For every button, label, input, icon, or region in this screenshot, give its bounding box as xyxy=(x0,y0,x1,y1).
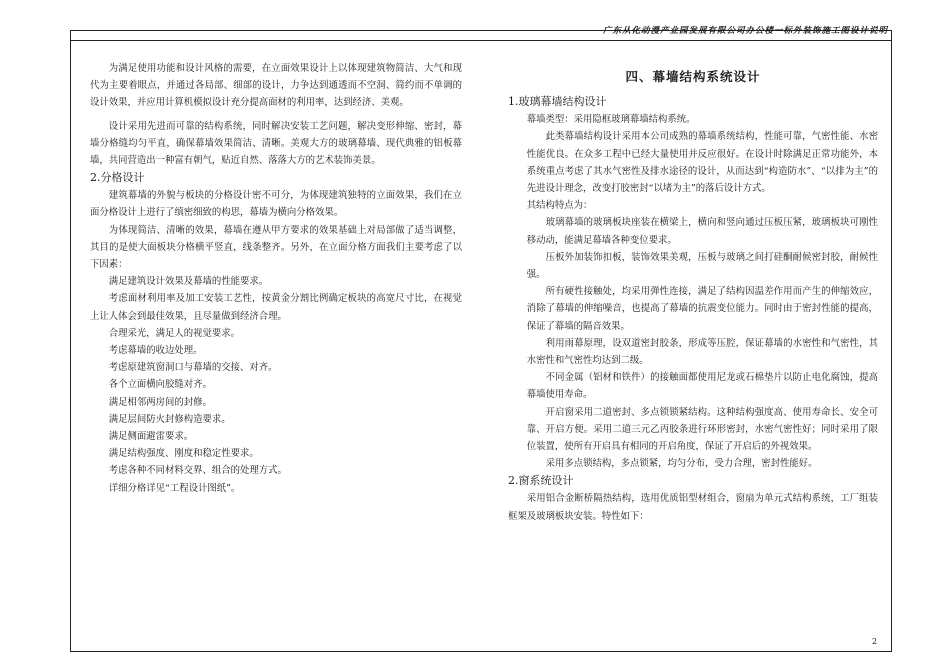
list-item: 满足层间防火封修构造要求。 xyxy=(108,413,231,425)
list-item: 考虑幕墙的收边处理。 xyxy=(108,345,203,357)
list-item: 各个立面横向胶缝对齐。 xyxy=(108,379,212,391)
list-item: 考虑各种不同材料交界、组合的处理方式。 xyxy=(108,465,287,477)
paragraph: 设计采用先进而可靠的结构系统，同时解决安装工艺问题，解决变形伸缩、密封，幕墙分格缝均匀平直，确保幕墙效果简洁、清晰。美观大方的玻璃幕墙、现代典雅的铝板幕墙，共同营造出一种富有朝气，贴近自然、落落大方的艺术装饰美景。 xyxy=(90,120,462,167)
left-column xyxy=(90,60,462,497)
header-rule xyxy=(70,40,892,41)
paragraph: 采用铝合金断桥隔热结构，选用优质铝型材组合，窗扇为单元式结构系统，工厂组装框架及玻璃板块安装。特性如下： xyxy=(508,493,878,522)
list-item: 满足建筑设计效果及幕墙的性能要求。 xyxy=(108,276,269,288)
list-item: 考虑原建筑窗洞口与幕墙的交接、对齐。 xyxy=(108,362,278,374)
section-heading: 2.分格设计 xyxy=(90,171,145,185)
page-number: 2 xyxy=(872,637,878,646)
header-title: 广东从化动漫产业园发展有限公司办公楼一标外装饰施工图设计说明 xyxy=(602,26,888,36)
paragraph: 此类幕墙结构设计采用本公司成熟的幕墙系统结构，性能可靠，气密性能、水密性能优良。在众多工程中已经大量使用并反应很好。在设计时除满足正常功能外，本系统重点考虑了其水气密性及排水途径的设计，从而达到“构造防水”、“以排为主”的先进设计理念，改变打胶密封“以堵为主”的落后设计方式。 xyxy=(526,131,878,195)
list-item: 合理采光，满足人的视觉要求。 xyxy=(108,327,241,339)
list-item: 不同金属（铝材和铁件）的接触面都使用尼龙或石棉垫片以防止电化腐蚀，提高幕墙使用寿命。 xyxy=(526,372,878,401)
list-item: 考虑面材利用率及加工安装工艺性，按黄金分割比例确定板块的高宽尺寸比，在视觉上让人体会到最佳效果，且尽量做到经济合理。 xyxy=(90,293,462,322)
paragraph: 为满足使用功能和设计风格的需要，在立面效果设计上以体现建筑物简洁、大气和现代为主要着眼点，并通过各局部、细部的设计，力争达到通透而不空洞、简约而不单调的设计效果，并应用计算机模拟设计充分提高面材的利用率，达到经济、美观。 xyxy=(90,63,462,109)
paragraph: 幕墙类型：采用隐框玻璃幕墙结构系统。 xyxy=(526,114,696,126)
paragraph: 建筑幕墙的外貌与板块的分格设计密不可分，为体现建筑独特的立面效果，我们在立面分格设计上进行了缜密细致的构思，幕墙为横向分格效果。 xyxy=(90,190,462,219)
list-item: 满足相邻两房间的封修。 xyxy=(108,396,212,408)
indented-block xyxy=(508,128,878,197)
list-item: 开启窗采用二道密封、多点锁锁紧结构。这种结构强度高、使用寿命长、安全可靠、开启方便。采用二道三元乙丙胶条进行环形密封，水密气密性好；同时采用了限位装置，使所有开启具有相同的开启角度，保证了开启后的外视效果。 xyxy=(526,406,878,453)
section-heading: 1.玻璃幕墙结构设计 xyxy=(508,95,607,109)
list-item: 详细分格详见“工程设计图纸”。 xyxy=(108,482,241,494)
right-column xyxy=(508,60,878,525)
list-item: 满足结构强度、刚度和稳定性要求。 xyxy=(108,448,259,460)
list-item: 满足侧面避雷要求。 xyxy=(108,431,194,443)
list-item: 所有硬性接触处，均采用弹性连接，满足了结构因温差作用而产生的伸缩效应，消除了幕墙的伸缩噪音，也提高了幕墙的抗震变位能力。同时由于密封性能的提高，保证了幕墙的隔音效果。 xyxy=(526,286,878,332)
features-list xyxy=(508,214,878,472)
paragraph: 其结构特点为： xyxy=(526,200,593,212)
list-item: 采用多点锁结构，多点锁紧，均匀分布，受力合理，密封性能好。 xyxy=(545,458,818,470)
list-item: 压板外加装饰扣板，装饰效果美观，压板与玻璃之间打硅酮耐候密封胶，耐候性强。 xyxy=(526,251,878,281)
list-item: 玻璃幕墙的玻璃板块座装在横梁上，横向和竖向通过压板压紧，玻璃板块可刚性移动动，能满足幕墙各种变位要求。 xyxy=(526,217,878,246)
section-heading: 2.窗系统设计 xyxy=(508,474,574,488)
chapter-title: 四、幕墙结构系统设计 xyxy=(625,69,761,84)
paragraph: 为体现简洁、清晰的效果，幕墙在遵从甲方要求的效果基础上对局部做了适当调整，其目的是使大面板块分格横平竖直，线条整齐。另外，在立面分格方面我们主要考虑了以下因素： xyxy=(90,224,462,271)
list-item: 利用雨幕原理，设双道密封胶条，形成等压腔，保证幕墙的水密性和气密性，其水密性和气密性均达到二级。 xyxy=(526,337,878,367)
